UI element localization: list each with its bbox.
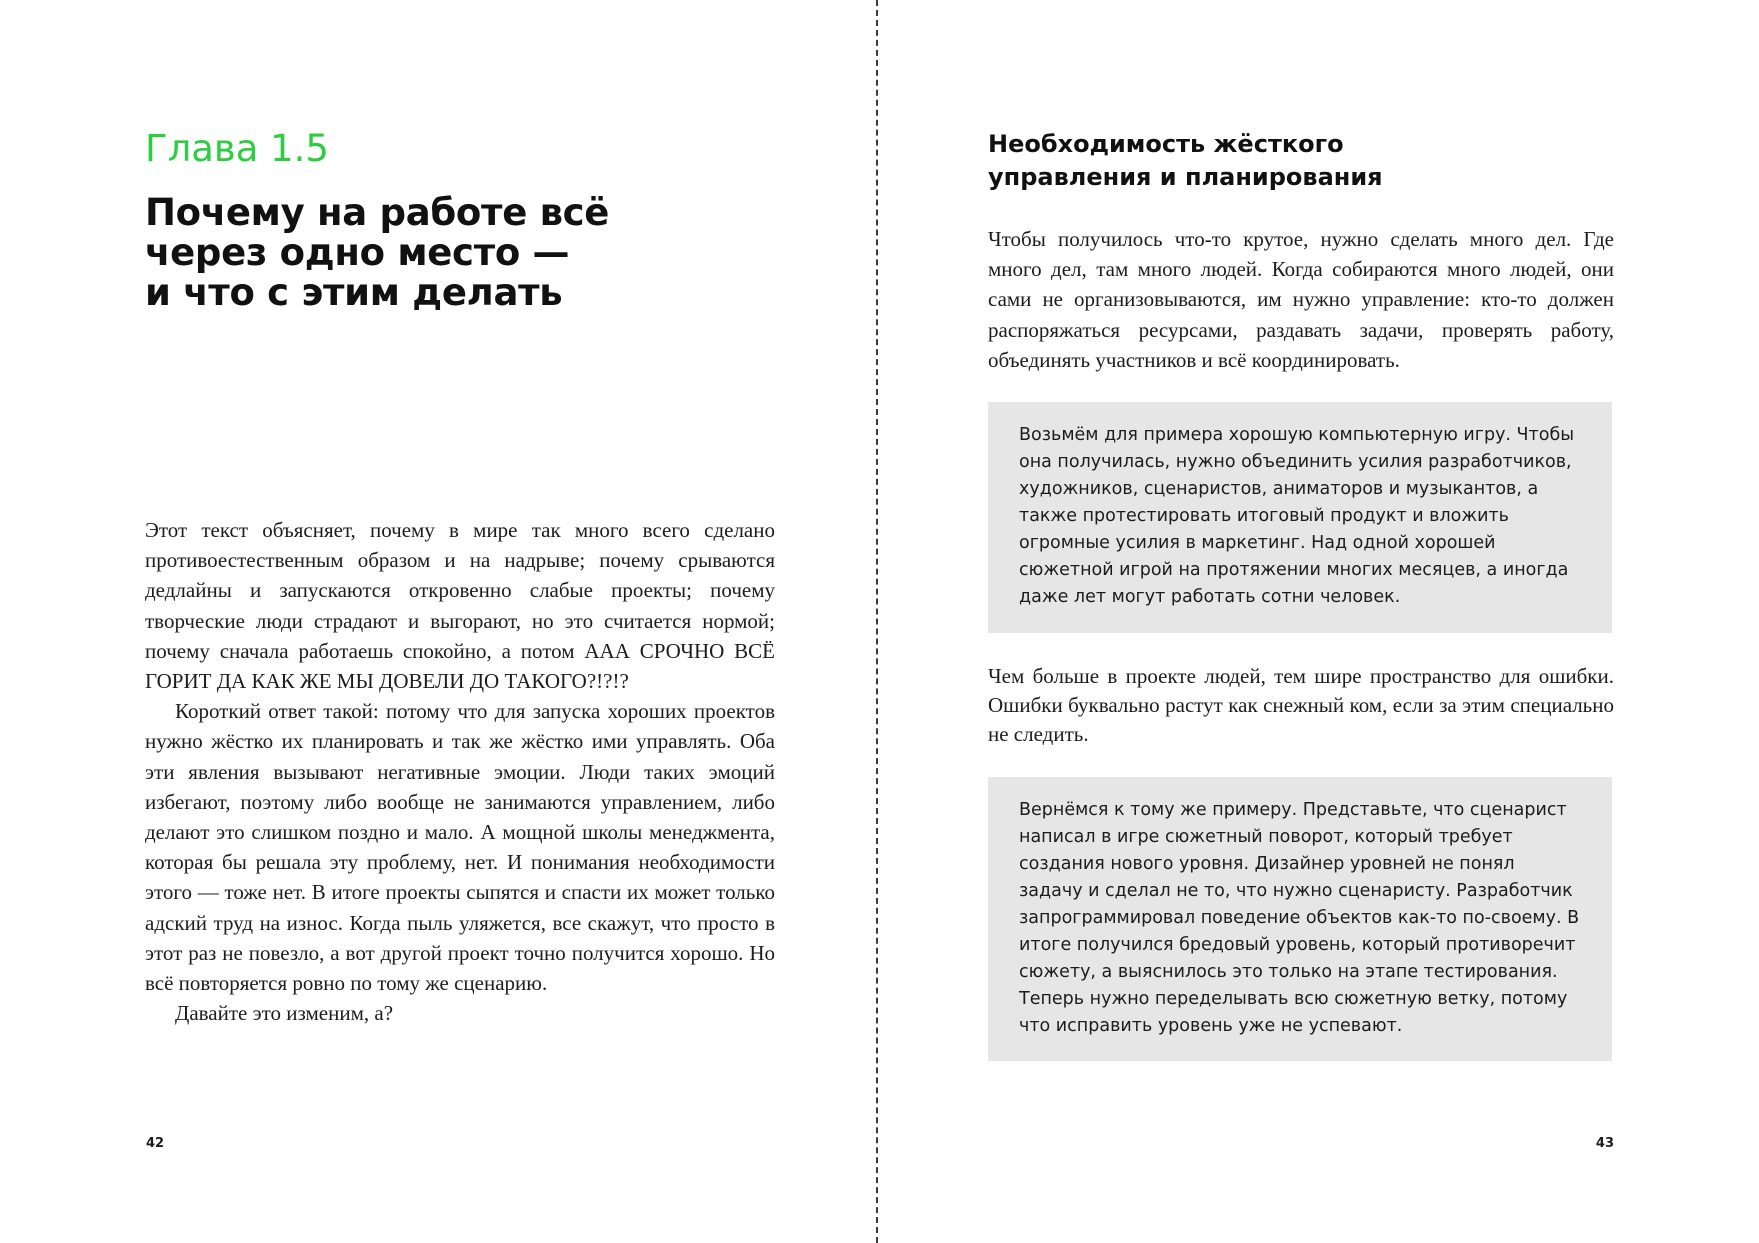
chapter-title-line: и что с этим делать — [145, 271, 563, 314]
section-heading-line: управления и планирования — [988, 163, 1383, 191]
example-box-text: Вернёмся к тому же примеру. Представьте, что сценарист написал в игре сюжетный поворот, который требует создания нового уровня. Дизайнер уровней не понял задачу и сделал не то, что нужно сценаристу. Разработчик запрограммировал поведение объектов как-то по-своему. В итоге получился бредовый уровень, который противоречит сюжету, а выяснилось это только на этапе тестирования. Теперь нужно переделывать всю сюжетную ветку, потому что исправить уровень уже не успевают. — [1019, 800, 1580, 1036]
chapter-title — [145, 193, 845, 313]
page-number-right: 43 — [1595, 1136, 1614, 1151]
left-page — [0, 0, 876, 1243]
example-box-errors — [988, 777, 1612, 1061]
middle-paragraph: Чем больше в проекте людей, тем шире пространство для ошибки. Ошибки буквально растут как снежный ком, если за этим специально не следить. — [988, 664, 1614, 747]
body-paragraph: Этот текст объясняет, почему в мире так много всего сделано противоестественным образом и на надрыве; почему срываются дедлайны и запускаются откровенно слабые проекты; почему творческие люди страдают и выгорают, но это считается нормой; почему сначала работаешь спокойно, а потом ААА СРОЧНО ВСЁ ГОРИТ ДА КАК ЖЕ МЫ ДОВЕЛИ ДО ТАКОГО?!?!? — [145, 518, 775, 694]
chapter-label: Глава 1.5 — [145, 127, 329, 170]
chapter-title-line: через одно место — — [145, 231, 570, 274]
section-heading — [988, 128, 1628, 194]
intro-paragraph: Чтобы получилось что-то крутое, нужно сделать много дел. Где много дел, там много людей. Когда собираются много людей, они сами не организовываются, им нужно управление: кто-то должен распоряжаться ресурсами, раздавать задачи, проверять работу, объединять участников и всё координировать. — [988, 227, 1614, 372]
page-number-left: 42 — [146, 1136, 165, 1151]
section-heading-line: Необходимость жёсткого — [988, 130, 1344, 158]
right-page — [880, 0, 1759, 1243]
chapter-title-line: Почему на работе всё — [145, 191, 610, 234]
example-box-text: Возьмём для примера хорошую компьютерную игру. Чтобы она получилась, нужно объединить усилия разработчиков, художников, сценаристов, аниматоров и музыкантов, а также протестировать итоговый продукт и вложить огромные усилия в маркетинг. Над одной хорошей сюжетной игрой на протяжении многих месяцев, а иногда даже лет могут работать сотни человек. — [1019, 425, 1575, 607]
example-box-game — [988, 402, 1612, 633]
chapter-body-text — [145, 515, 775, 1028]
body-paragraph: Короткий ответ такой: потому что для запуска хороших проектов нужно жёстко их планировать и так же жёстко ими управлять. Оба эти явления вызывают негативные эмоции. Люди таких эмоций избегают, поэтому либо вообще не занимаются управлением, либо делают это слишком поздно и мало. А мощной школы менеджмента, которая бы решала эту проблему, нет. И понимания необходимости этого — тоже нет. В итоге проекты сыпятся и спасти их может только адский труд на износ. Когда пыль уляжется, все скажут, что просто в этот раз не повезло, а вот другой проект точно получится хорошо. Но всё повторяется ровно по тому же сценарию. — [145, 699, 775, 996]
body-paragraph: Давайте это изменим, а? — [175, 1001, 394, 1026]
page-spread-divider — [876, 0, 878, 1243]
